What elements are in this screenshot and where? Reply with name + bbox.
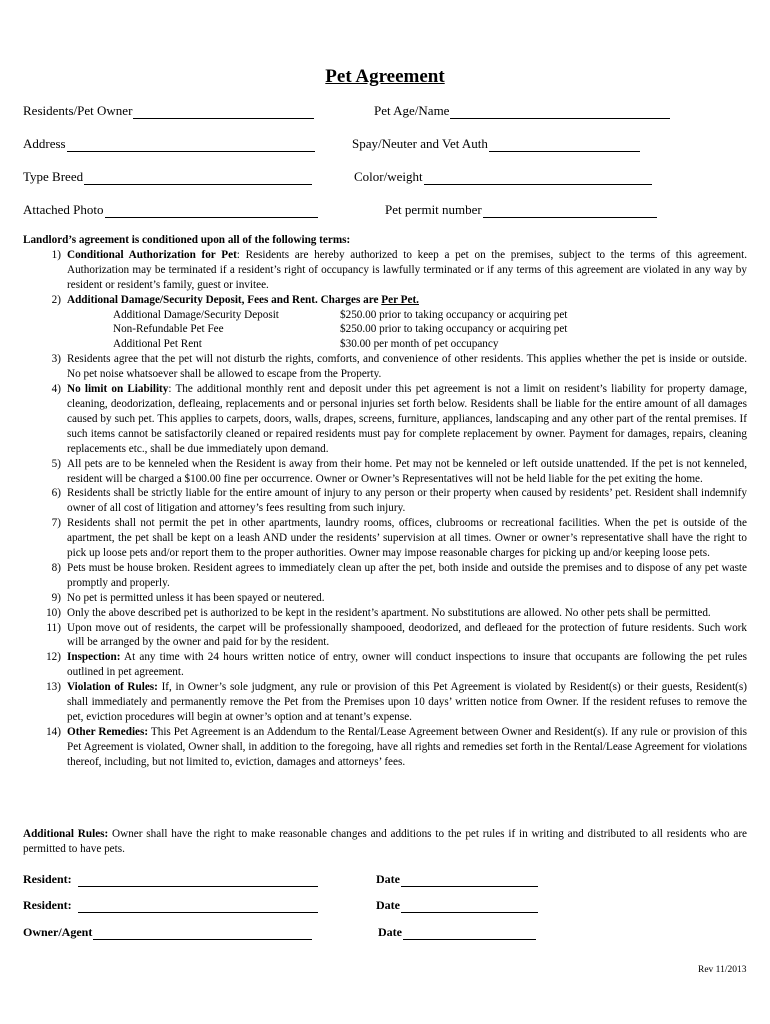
resident-owner-line[interactable] — [133, 106, 314, 119]
additional-rules-text: Owner shall have the right to make reasonable changes and additions to the pet rules if in writing and distributed to all residents who are permitted to have pets. — [23, 828, 748, 855]
additional-rules — [23, 827, 747, 857]
resident-owner-label: Residents/Pet Owner — [23, 103, 133, 118]
term-text: : The additional monthly rent and deposit under this pet agreement is not a limit on resident’s liability for property damage, cleaning, deodorization, defleaing, replacements and or personal injuries set forth below. Residents shall be liable for the entire amount of all damages caused by such pet. This applies to carpets, doors, walls, drapes, screens, furniture, appliances, landscaping and any other part of the rental premises. If such items cannot be satisfactorily cleaned or repaired residents must pay for complete replacement by owner. Payment for damages, repairs, cleaning replacements etc., shall be due immediately upon demand. — [67, 383, 748, 455]
date-label-3: Date — [378, 925, 402, 939]
term-number: 3) — [51, 353, 61, 366]
term-number: 6) — [51, 487, 61, 500]
resident-signature-line-1[interactable] — [78, 874, 318, 887]
resident-signature-2[interactable] — [23, 898, 318, 913]
resident-owner-field[interactable] — [23, 103, 314, 119]
date-label-2: Date — [376, 898, 400, 912]
term-item — [23, 591, 747, 606]
term-number: 13) — [46, 681, 61, 694]
term-item — [23, 606, 747, 621]
term-text: At any time with 24 hours written notice of entry, owner will conduct inspections to insure that occupants are following the pet rules outlined in pet agreement. — [67, 651, 747, 679]
term-lead: Conditional Authorization for Pet — [67, 248, 237, 261]
term-number: 9) — [51, 591, 61, 604]
term-text: All pets are to be kenneled when the Resident is away from their home. Pet may not be kenneled or left outside unattended. If the pet is not kenneled, resident will be charged a $100.00 fine per occurrence. Owner or Owner’s Representatives will not be held liable for the pet exiting the home. — [67, 457, 747, 485]
terms-section — [23, 233, 747, 770]
resident-label-2: Resident: — [23, 898, 72, 912]
date-line-1[interactable] — [401, 874, 538, 887]
date-label-1: Date — [376, 872, 400, 886]
term-number: 7) — [51, 517, 61, 530]
term-text: : Residents are hereby authorized to keep a pet on the premises, subject to the terms of this agreement. Authorization may be terminated if a resident’s right of occupancy is lawfully terminated or if any terms of this agreement are violated in any way by resident or resident’s family, guest or invitee. — [67, 248, 747, 291]
resident-signature-1[interactable] — [23, 872, 318, 887]
address-line[interactable] — [67, 139, 315, 152]
additional-rules-lead: Additional Rules: — [23, 828, 109, 840]
attached-photo-label: Attached Photo — [23, 202, 104, 217]
term-number: 5) — [51, 457, 61, 470]
date-field-2[interactable] — [376, 898, 538, 913]
pet-permit-label: Pet permit number — [385, 202, 482, 217]
date-line-3[interactable] — [403, 927, 536, 940]
fees-table — [113, 308, 747, 353]
type-breed-line[interactable] — [84, 172, 312, 185]
page-title: Pet Agreement — [325, 66, 445, 87]
type-breed-label: Type Breed — [23, 169, 84, 184]
resident-label-1: Resident: — [23, 872, 72, 886]
term-number: 2) — [51, 293, 61, 306]
term-text: Residents shall not permit the pet in other apartments, laundry rooms, offices, clubrooms or recreational facilities. When the pet is outside of the apartment, the pet shall be kept on a leash AND under the residents’ supervision at all times. Owner or owner’s representative shall have the right to pick up loose pets and/or report them to the proper authorities. Owner may impose reasonable charges for picking up and/or keeping loose pets. — [67, 517, 747, 560]
term-lead: Additional Damage/Security Deposit, Fees and Rent. Charges are — [67, 293, 382, 306]
term-lead: Inspection: — [67, 651, 121, 664]
date-field-1[interactable] — [376, 872, 538, 887]
term-number: 8) — [51, 561, 61, 574]
fee-row — [113, 337, 747, 352]
owner-agent-signature[interactable] — [23, 925, 312, 940]
term-lead: Other Remedies: — [67, 725, 149, 738]
term-item — [23, 561, 747, 591]
fee-name: Additional Pet Rent — [113, 338, 202, 351]
term-item — [23, 680, 747, 725]
color-weight-label: Color/weight — [354, 169, 423, 184]
attached-photo-line[interactable] — [105, 205, 318, 218]
pet-age-name-line[interactable] — [450, 106, 670, 119]
term-item — [23, 293, 747, 308]
term-text: Residents agree that the pet will not disturb the rights, comforts, and convenience of other residents. This applies whether the pet is inside or outside. No pet noise whatsoever shall be allowed to escape from the Property. — [67, 353, 747, 381]
revision-label: Rev 11/2013 — [698, 965, 747, 975]
term-text: No pet is permitted unless it has been spayed or neutered. — [67, 591, 325, 604]
attached-photo-field[interactable] — [23, 202, 318, 218]
term-text: Only the above described pet is authorized to be kept in the resident’s apartment. No substitutions are allowed. No other pets shall be permitted. — [67, 606, 711, 619]
pet-permit-line[interactable] — [483, 205, 657, 218]
term-item — [23, 725, 747, 770]
color-weight-field[interactable] — [354, 169, 652, 185]
term-number: 4) — [51, 383, 61, 396]
fee-amount: $250.00 prior to taking occupancy or acquiring pet — [340, 323, 568, 336]
owner-agent-signature-line[interactable] — [93, 927, 312, 940]
pet-age-name-field[interactable] — [374, 103, 670, 119]
type-breed-field[interactable] — [23, 169, 312, 185]
fee-amount: $30.00 per month of pet occupancy — [340, 338, 499, 351]
fee-row — [113, 308, 747, 323]
term-text: Upon move out of residents, the carpet will be professionally shampooed, deodorized, and defleaed for the protection of future residents. Such work will be arranged by the owner and paid for by the resident. — [67, 621, 747, 649]
color-weight-line[interactable] — [424, 172, 652, 185]
term-number: 1) — [51, 248, 61, 261]
term-item — [23, 248, 747, 293]
term-number: 11) — [46, 621, 61, 634]
term-number: 12) — [46, 651, 61, 664]
date-field-3[interactable] — [378, 925, 536, 940]
term-item — [23, 486, 747, 516]
term-text: If, in Owner’s sole judgment, any rule or provision of this Pet Agreement is violated by Resident(s) or their guests, Resident(s) shall immediately and permanently remove the Pet from the Premises upon 10 days’ written notice from Owner. If the resident refuses to remove the pet, eviction procedures will begin at owner’s option and at tenant’s expense. — [67, 681, 747, 723]
term-item — [23, 621, 747, 651]
term-item — [23, 352, 747, 382]
address-field[interactable] — [23, 136, 315, 152]
fee-row — [113, 322, 747, 337]
term-item — [23, 650, 747, 680]
address-label: Address — [23, 136, 66, 151]
term-item — [23, 382, 747, 457]
spay-neuter-label: Spay/Neuter and Vet Auth — [352, 136, 488, 151]
fee-amount: $250.00 prior to taking occupancy or acquiring pet — [340, 308, 568, 321]
per-pet-label: Per Pet. — [381, 293, 419, 306]
term-number: 10) — [46, 606, 61, 619]
term-lead: No limit on Liability — [67, 383, 169, 396]
owner-agent-label: Owner/Agent — [23, 925, 93, 939]
pet-age-name-label: Pet Age/Name — [374, 103, 450, 118]
term-lead: Violation of Rules: — [67, 681, 158, 694]
resident-signature-line-2[interactable] — [78, 900, 318, 913]
spay-neuter-field[interactable] — [352, 136, 640, 152]
term-item — [23, 457, 747, 487]
date-line-2[interactable] — [401, 900, 538, 913]
spay-neuter-line[interactable] — [489, 139, 640, 152]
terms-heading: Landlord’s agreement is conditioned upon all of the following terms: — [23, 234, 351, 246]
fee-name: Additional Damage/Security Deposit — [113, 308, 279, 321]
term-text: Pets must be house broken. Resident agrees to immediately clean up after the pet, both inside and outside the premises and to dispose of any pet waste promptly and properly. — [67, 561, 747, 589]
term-text: Residents shall be strictly liable for the entire amount of injury to any person or their property when caused by residents’ pet. Resident shall indemnify owner of all cost of litigation and attorney’s fees resulting from such injury. — [67, 487, 747, 515]
fee-name: Non-Refundable Pet Fee — [113, 323, 224, 336]
term-text: This Pet Agreement is an Addendum to the Rental/Lease Agreement between Owner and Resident(s). If any rule or provision of this Pet Agreement is violated, Owner shall, in addition to the foregoing, have all rights and remedies set forth in the Rental/Lease Agreement for violations thereof, including, but not limited to, eviction, damages and attorneys’ fees. — [67, 725, 747, 768]
term-item — [23, 516, 747, 561]
term-number: 14) — [46, 725, 61, 738]
pet-permit-field[interactable] — [385, 202, 657, 218]
